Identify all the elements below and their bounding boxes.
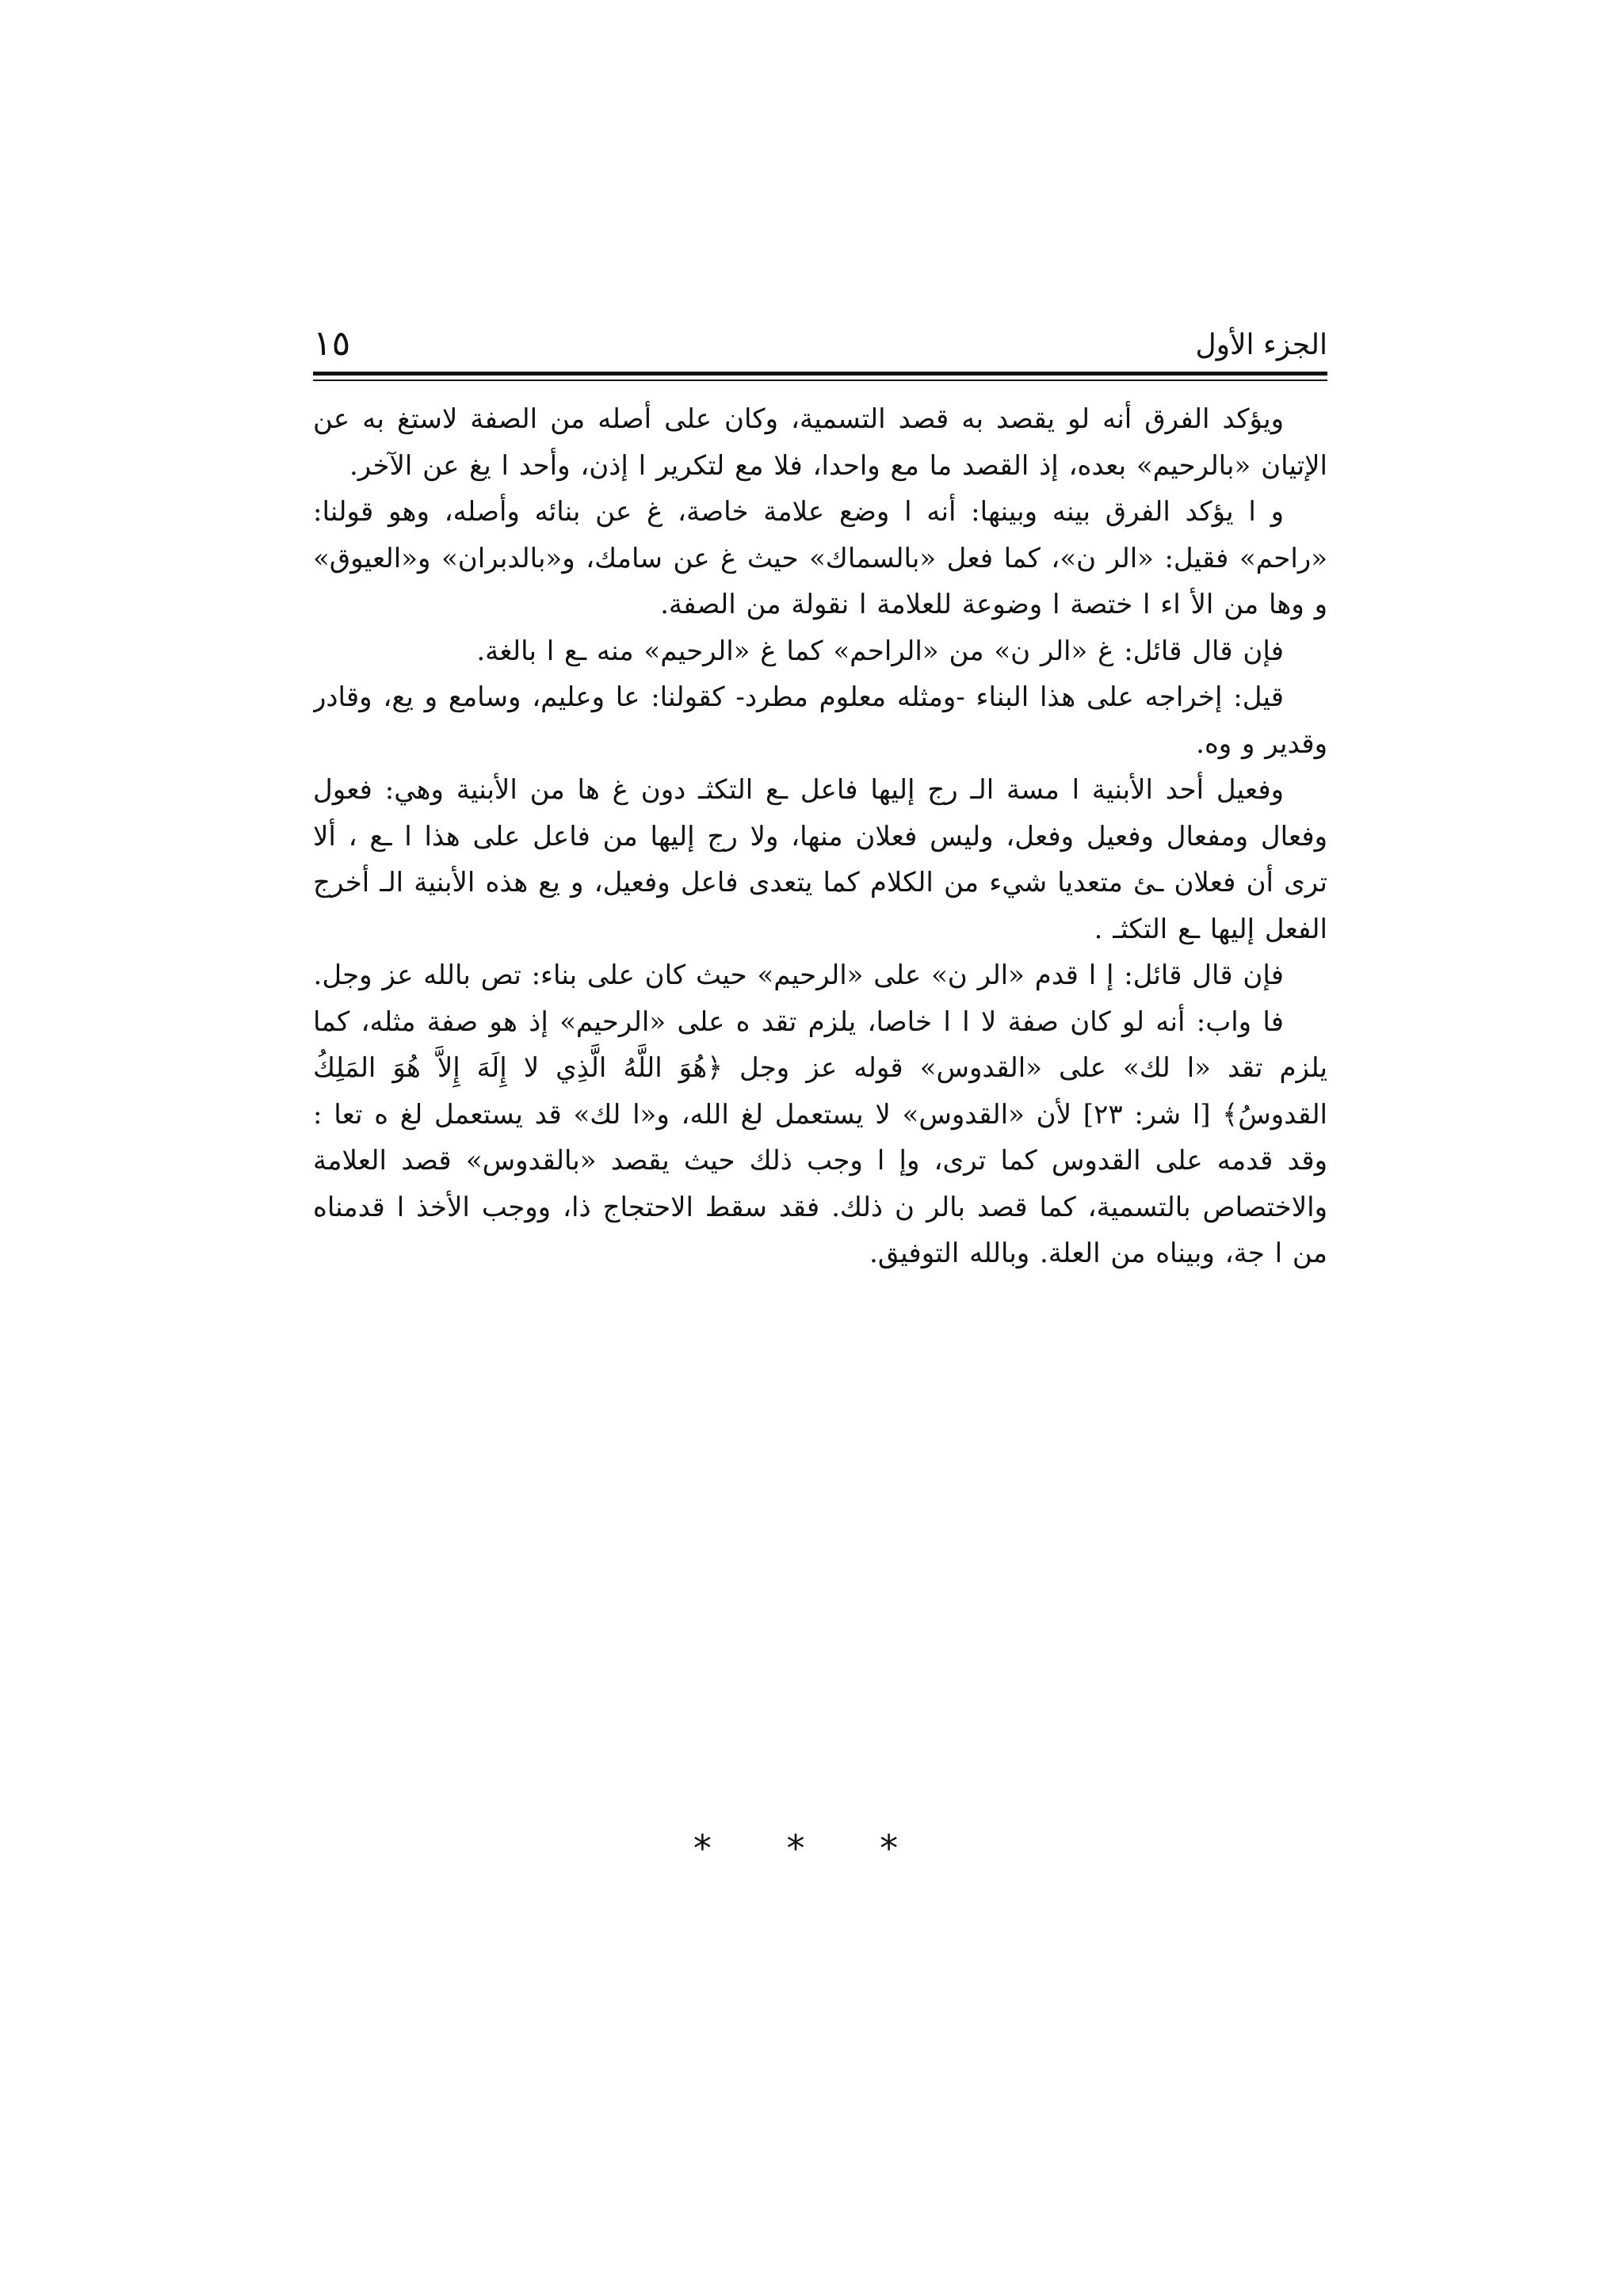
paragraph-7: فا واب: أنه لو كان صفة لا ا ا خاصا، يلزم تقد ه على «الرحيم» إذ هو صفة مثله، كما يلزم تقد «ا لك» على «القدوس» قوله عز وجل ﴿هُوَ اللَّهُ الَّذِي لا إِلَهَ إِلاَّ هُوَ المَلِكُ القدوسُ﴾ [ا شر: ٢٣] لأن «القدوس» لا يستعمل لغ الله، و«ا لك» قد يستعمل لغ ه تعا : وقد قدمه على القدوس كما ترى، وإ ا وجب ذلك حيث يقصد «بالقدوس» قصد العلامة والاختصاص بالتسمية، كما قصد بالر ن ذلك. فقد سقط الاحتجاج ذا، ووجب الأخذ ا قدمناه من ا جة، وبيناه من العلة. وبالله التوفيق. (313, 1005, 1327, 1269)
paragraph-1: ويؤكد الفرق أنه لو يقصد به قصد التسمية، وكان على أصله من الصفة لاستغ به عن الإتيان «بالرحيم» بعده، إذ القصد ما مع واحدا، فلا مع لتكرير ا إذن، وأحد ا يغ عن الآخر. (313, 403, 1327, 482)
paragraph-5: وفعيل أحد الأبنية ا مسة الـ رج إليها فاعل ـع التكثـ دون غ ها من الأبنية وهي: فعول وفعال ومفعال وفعيل وفعل، وليس فعلان منها، ولا رج إليها من فاعل على هذا ا ـع ، ألا ترى أن فعلان ـئ متعديا شيء من الكلام كما يتعدى فاعل وفعيل، و يع هذه الأبنية الـ أخرج الفعل إليها ـع التكثـ . (313, 774, 1327, 945)
section-separator: * * * (693, 1827, 930, 1870)
header-rule-thin (313, 379, 1327, 381)
header-rule-thick (313, 372, 1327, 376)
paragraph-2: و ا يؤكد الفرق بينه وبينها: أنه ا وضع علامة خاصة، غ عن بنائه وأصله، وهو قولنا: «راحم» فقيل: «الر ن»، كما فعل «بالسماك» حيث غ عن سامك، و«بالدبران» و«العيوق» و وها من الأ اء ا ختصة ا وضوعة للعلامة ا نقولة من الصفة. (313, 496, 1327, 620)
body-text (313, 396, 1327, 1838)
page-number: ١٥ (313, 323, 351, 364)
paragraph-4: قيل: إخراجه على هذا البناء -ومثله معلوم مطرد- كقولنا: عا وعليم، وسامع و يع، وقادر وقدير و وه. (313, 681, 1327, 760)
chapter-title: الجزء الأول (1195, 329, 1327, 361)
paragraph-6: فإن قال قائل: إ ا قدم «الر ن» على «الرحيم» حيث كان على بناء: تص بالله عز وجل. (313, 959, 1284, 991)
paragraph-3: فإن قال قائل: غ «الر ن» من «الراحم» كما غ «الرحيم» منه ـع ا بالغة. (476, 635, 1284, 667)
running-header (313, 321, 1327, 376)
